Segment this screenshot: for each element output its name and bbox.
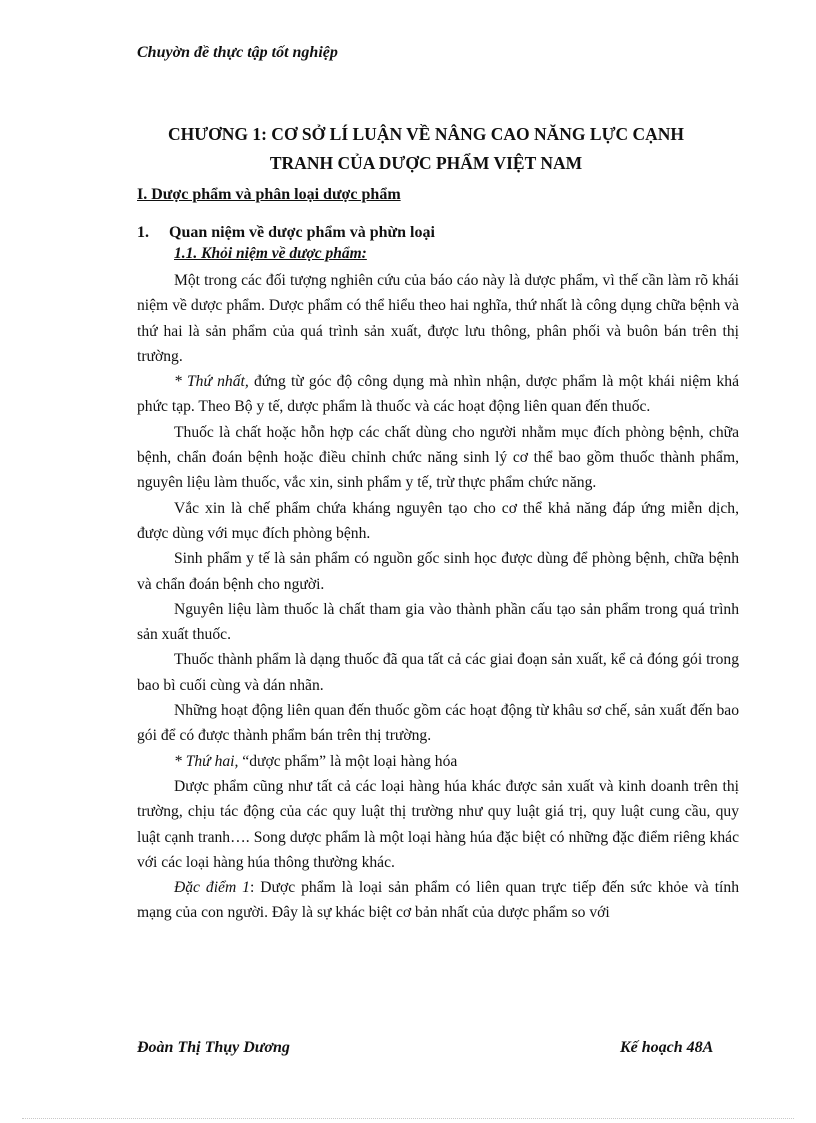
chapter-title	[120, 120, 732, 178]
subsection-number: 1.	[137, 224, 149, 241]
paragraph: Những hoạt động liên quan đến thuốc gồm các hoạt động từ khâu sơ chế, sản xuất đến bao gói để có được thành phẩm bán trên thị trường.	[137, 702, 739, 745]
subsubsection-heading: 1.1. Khỏi niệm về dược phẩm:	[174, 245, 367, 262]
paragraph: Thuốc thành phẩm là dạng thuốc đã qua tất cả các giai đoạn sản xuất, kể cả đóng gói trong bao bì cuối cùng và dán nhãn.	[137, 651, 739, 694]
section-heading: I. Dược phẩm và phân loại dược phẩm	[137, 186, 401, 203]
running-header: Chuyờn đề thực tập tốt nghiệp	[137, 44, 338, 61]
paragraph: Dược phẩm cũng như tất cả các loại hàng húa khác được sản xuất và kinh doanh trên thị trường, chịu tác động của các quy luật thị trường như quy luật giá trị, quy luật cung cầu, quy luật cạnh tranh…. Song dược phẩm là một loại hàng húa đặc biệt có những đặc điểm riêng khác với các loại hàng húa thông thường khác.	[137, 777, 739, 871]
paragraph: Nguyên liệu làm thuốc là chất tham gia vào thành phần cấu tạo sản phẩm trong quá trình sản xuất thuốc.	[137, 600, 739, 644]
paragraph: Vắc xin là chế phẩm chứa kháng nguyên tạo cho cơ thể khả năng đáp ứng miễn dịch, được dùng với mục đích phòng bệnh.	[137, 499, 739, 542]
paragraph: Một trong các đối tượng nghiên cứu của báo cáo này là dược phẩm, vì thế cần làm rõ khái niệm về dược phẩm. Dược phẩm có thể hiểu theo hai nghĩa, thứ nhất là công dụng chữa bệnh và thứ hai là sản phẩm của quá trình sản xuất, được lưu thông, phân phối và buôn bán trên thị trường.	[137, 272, 739, 365]
paragraph: Sinh phẩm y tế là sản phẩm có nguồn gốc sinh học được dùng để phòng bệnh, chữa bệnh và chẩn đoán bệnh cho người.	[137, 550, 739, 593]
footer-divider	[22, 1118, 794, 1119]
chapter-title-line-1: CHƯƠNG 1: CƠ SỞ LÍ LUẬN VỀ NÂNG CAO NĂNG LỰC CẠNH	[167, 124, 685, 144]
paragraph: * Thứ nhất, đứng từ góc độ công dụng mà nhìn nhận, dược phẩm là một khái niệm khá phức tạp. Theo Bộ y tế, dược phẩm là thuốc và các hoạt động liên quan đến thuốc.	[137, 373, 739, 416]
paragraph: Thuốc là chất hoặc hỗn hợp các chất dùng cho người nhằm mục đích phòng bệnh, chữa bệnh, chẩn đoán bệnh hoặc điều chỉnh chức năng sinh lý cơ thể bao gồm thuốc thành phẩm, nguyên liệu làm thuốc, vắc xin, sinh phẩm y tế, trừ thực phẩm chức năng.	[137, 423, 739, 492]
subsection-title: Quan niệm về dược phẩm và phừn loại	[169, 224, 435, 241]
chapter-title-line-2: TRANH CỦA DƯỢC PHẨM VIỆT NAM	[269, 153, 583, 173]
footer-author: Đoàn Thị Thụy Dương	[137, 1039, 290, 1056]
body-text	[137, 268, 739, 926]
footer-class: Kế hoạch 48A	[620, 1039, 714, 1056]
paragraph: * Thứ hai, “dược phẩm” là một loại hàng hóa	[174, 752, 458, 770]
subsection-heading	[137, 224, 435, 242]
paragraph: Đặc điểm 1: Dược phẩm là loại sản phẩm có liên quan trực tiếp đến sức khỏe và tính mạng của con người. Đây là sự khác biệt cơ bản nhất của dược phẩm so với	[137, 879, 739, 922]
